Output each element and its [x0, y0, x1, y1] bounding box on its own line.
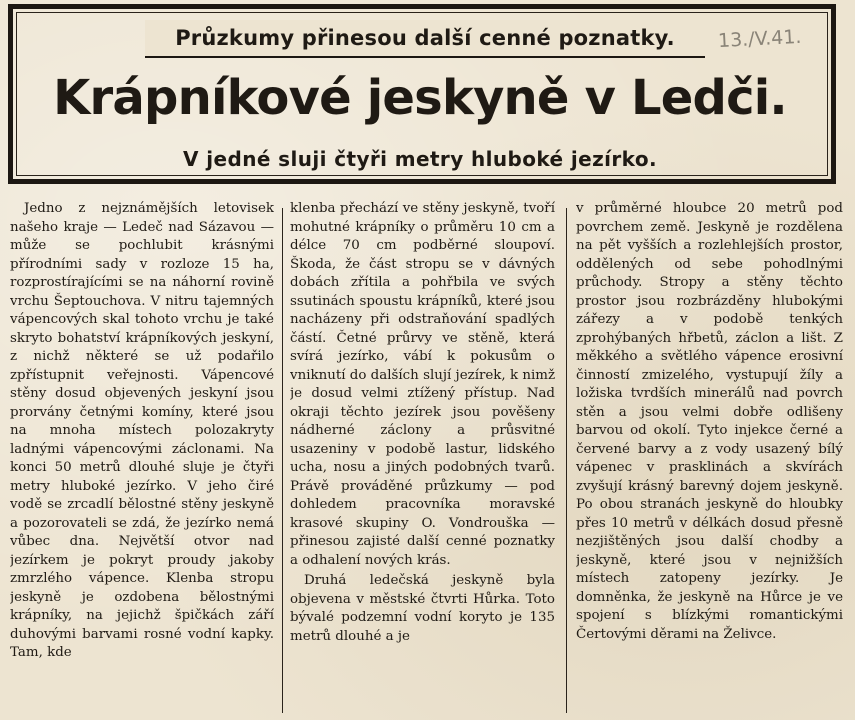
article-subtitle: V jedné sluji čtyři metry hluboké jezírko.	[183, 147, 657, 171]
column-divider	[566, 208, 567, 713]
text-column-1	[10, 200, 274, 715]
paragraph: v průměrné hloubce 20 metrů pod povrchem země. Jeskyně je rozdělena na pět vyšších a rozlehlejších prostor, oddělených od sebe pohodlnými průchody. Stropy a stěny těchto prostor jsou rozbrázděny hlubokými zářezy a v podobě tenkých zprohýbaných hřbetů, záclon a lišt. Z měkkého a světlého vápence erosivní činností zmizelého, vystupují žíly a ložiska tvrdších minerálů nad povrch stěn a jsou velmi dobře odlišeny barvou od okolí. Tyto injekce černé a červené barvy a z vody usazený bílý vápenec v prasklinách a skvírách zvyšují krásný barevný dojem jeskyně. Po obou stranách jeskyně do hloubky přes 10 metrů v délkách dosud přesně nezjištěných jsou další chodby a jeskyně, které jsou v nejnižších místech zatopeny jezírky. Je domněnka, že jeskyně na Hůrce je ve spojení s blízkými romantickými Čertovými děrami na Želivce.	[576, 201, 843, 642]
text-column-2	[290, 200, 555, 715]
paragraph: Druhá ledečská jeskyně byla objevena v městské čtvrti Hůrka. Toto bývalé podzemní vodní koryto je 135 metrů dlouhé a je	[290, 573, 555, 644]
paragraph: Jedno z nejznámějších letovisek našeho kraje — Ledeč nad Sázavou — může se pochlubit krásnými přírodními sady v rozloze 15 ha, rozprostírajícími se na náhorní rovině vrchu Šeptouchova. V nitru tajemných vápencových skal tohoto vrchu je také skryto bohatství krápníkových jeskyní, z nichž některé se už podařilo zpřístupnit veřejnosti. Vápencové stěny dosud objevených jeskyní jsou prorvány četnými komíny, které jsou na mnoha místech polozakryty ladnými vápencovými záclonami. Na konci 50 metrů dlouhé sluje je čtyři metry hluboké jezírko. V jeho čiré vodě se zrcadlí bělostné stěny jeskyně a pozorovateli se zdá, že jezírko nemá vůbec dna. Největší otvor nad jezírkem je pokryt proudy jakoby zmrzlého vápence. Klenba stropu jeskyně je ozdobena bělostnými krápníky, na jejichž špičkách září duhovými barvami rosné vodní kapky. Tam, kde	[10, 201, 274, 660]
date-stamp: 13./V.41.	[717, 25, 802, 53]
article-title: Krápníkové jeskyně v Ledči.	[53, 70, 787, 126]
paragraph: klenba přechází ve stěny jeskyně, tvoří mohutné krápníky o průměru 10 cm a délce 70 cm podběrné sloupoví. Škoda, že část stropu se v dávných dobách zřítila a pohřbila ve svých ssutinách spoustu krápníků, které jsou nacházeny při odstraňování spadlých částí. Četné průrvy ve stěně, která svírá jezírko, vábí k pokusům o vniknutí do dalších slují jezírek, k nimž je dosud velmi ztížený přístup. Nad okraji těchto jezírek jsou pověšeny nádherné záclony a průsvitné usazeniny v podobě lastur, lidského ucha, nosu a jiných podobných tvarů. Právě prováděné průzkumy — pod dohledem pracovníka moravské krasové skupiny O. Vondrouška — přinesou zajisté další cenné poznatky a odhalení nových krás.	[290, 201, 555, 568]
text-column-3	[576, 200, 843, 715]
column-divider	[282, 208, 283, 713]
kicker-headline: Průzkumy přinesou další cenné poznatky.	[145, 20, 705, 58]
